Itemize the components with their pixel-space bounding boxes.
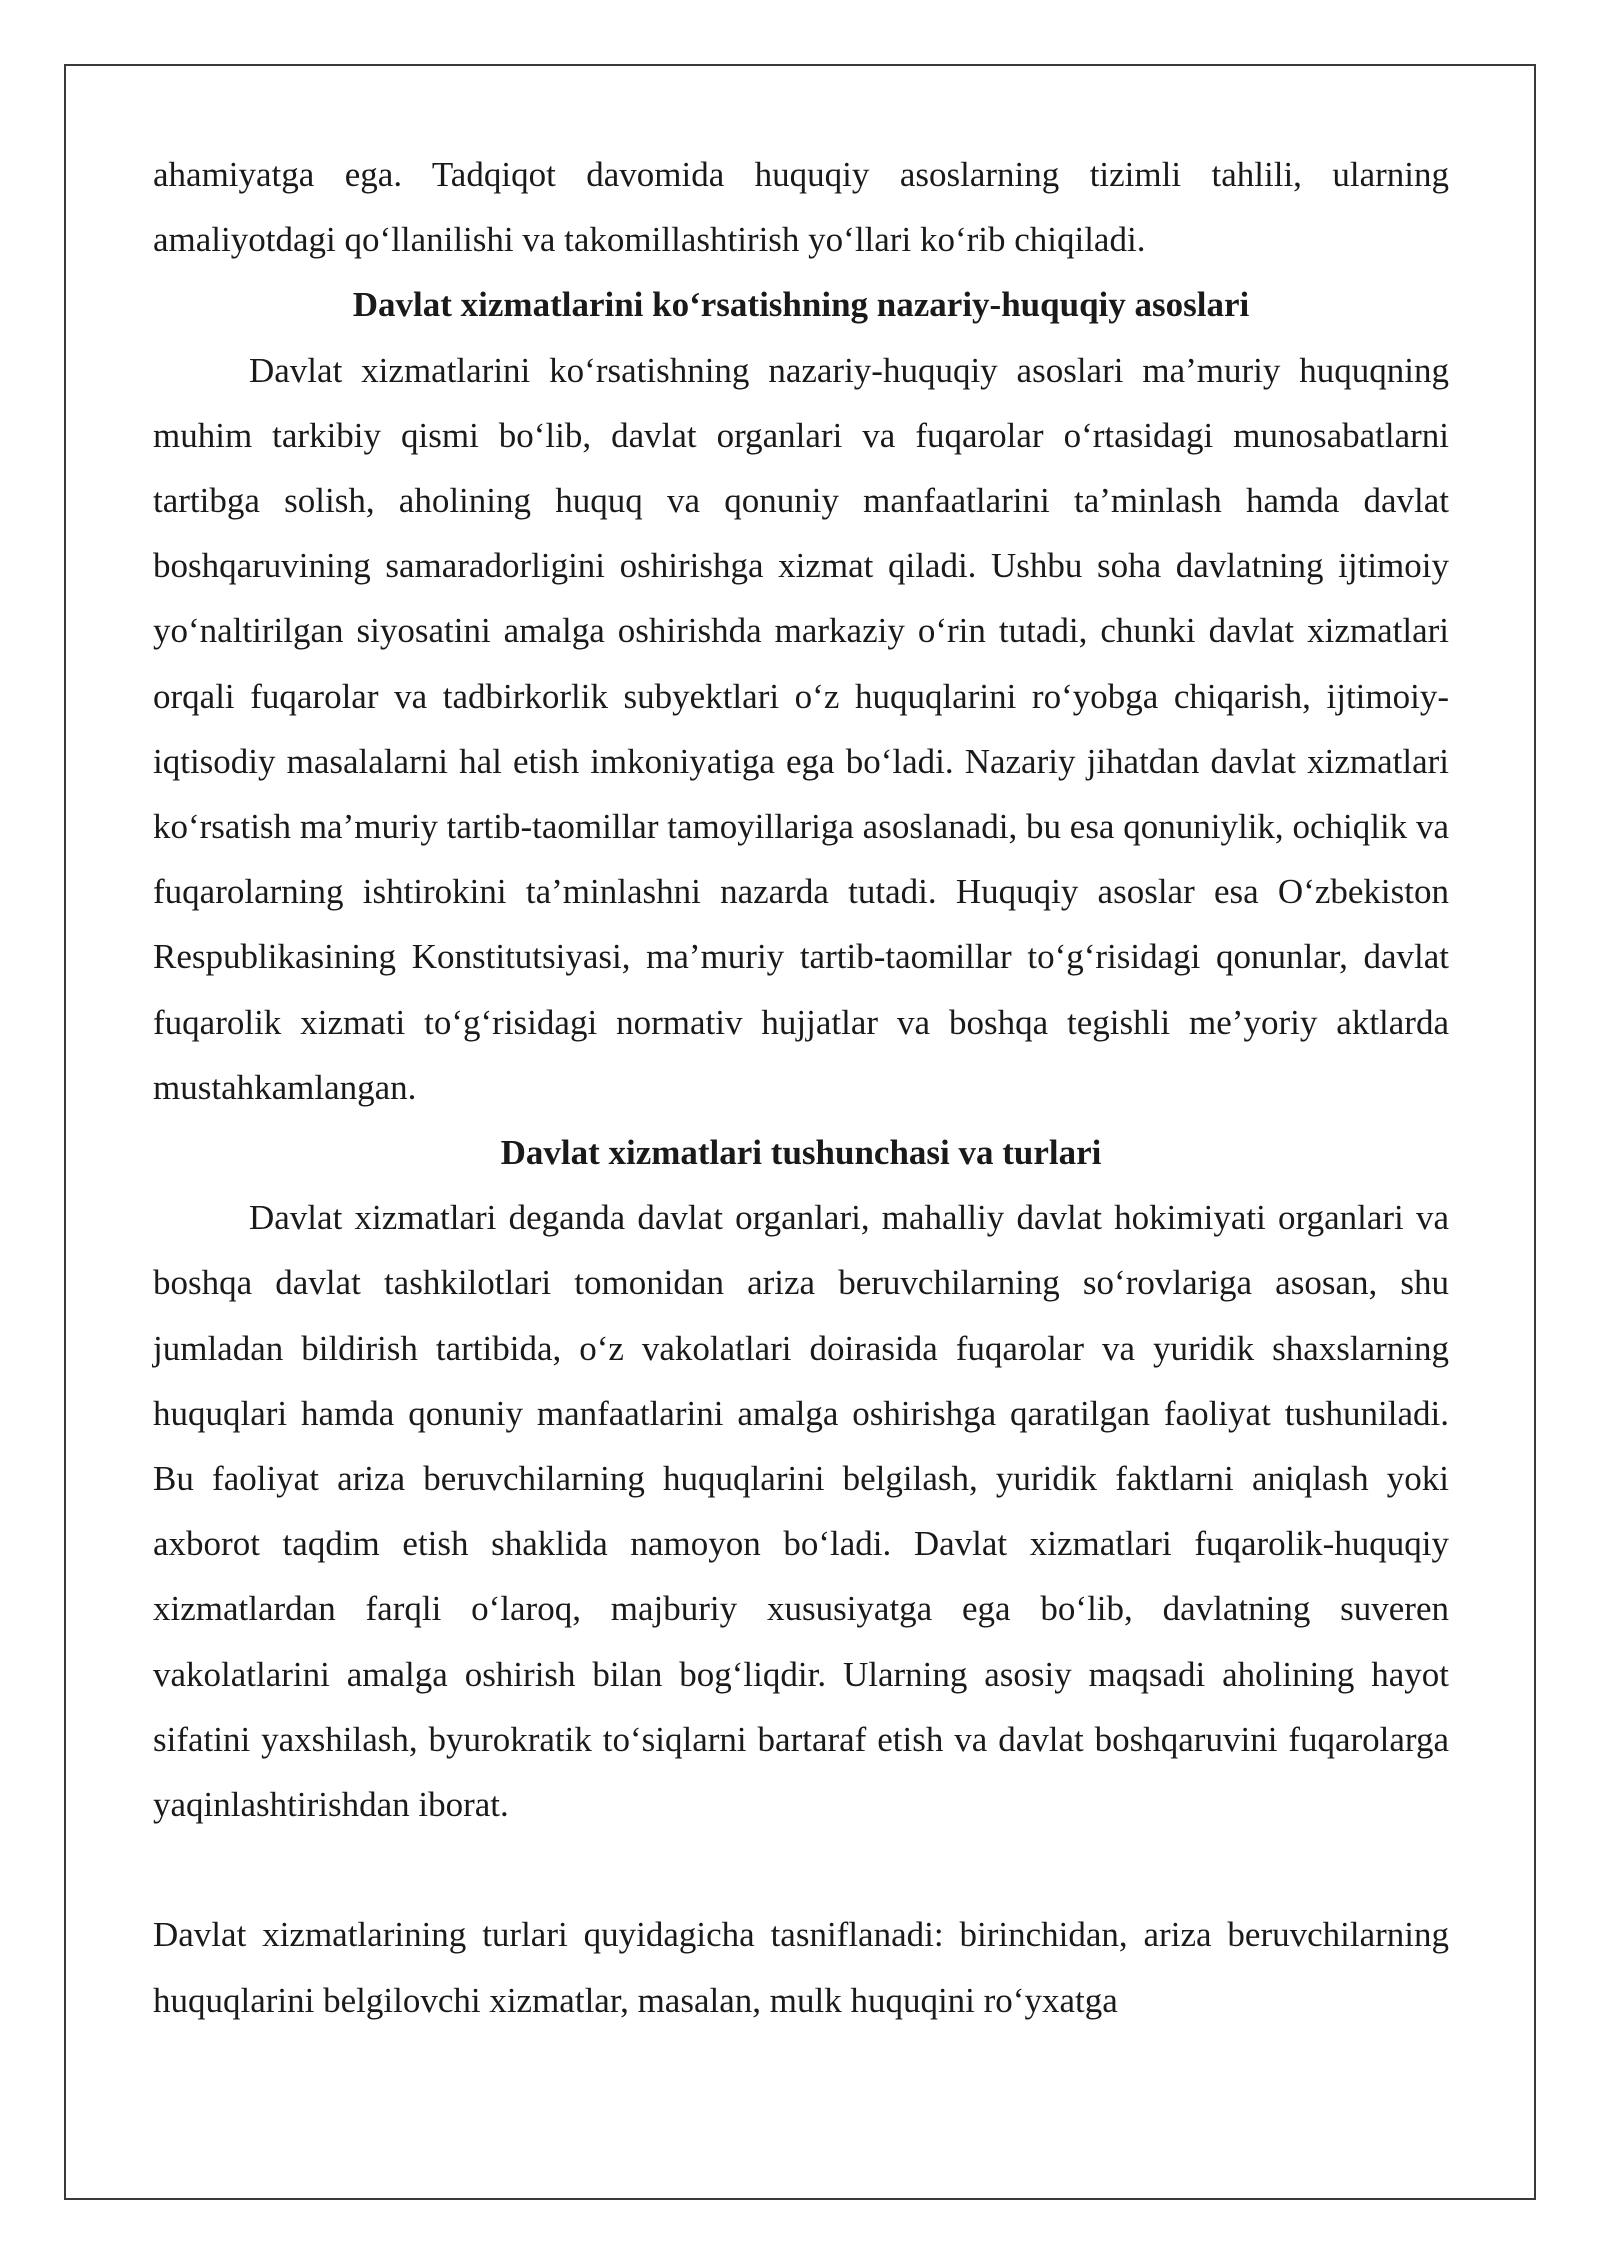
paragraph-theoretical-legal-foundations: Davlat xizmatlarini ko‘rsatishning nazariy-huquqiy asoslari ma’muriy huquqning muhim tarkibiy qismi bo‘lib, davlat organlari va fuqarolar o‘rtasidagi munosabatlarni tartibga solish, aholining huquq va qonuniy manfaatlarini ta’minlash hamda davlat boshqaruvining samaradorligini oshirishga xizmat qiladi. Ushbu soha davlatning ijtimoiy yo‘naltirilgan siyosatini amalga oshirishda markaziy o‘rin tutadi, chunki davlat xizmatlari orqali fuqarolar va tadbirkorlik subyektlari o‘z huquqlarini ro‘yobga chiqarish, ijtimoiy-iqtisodiy masalalarni hal etish imkoniyatiga ega bo‘ladi. Nazariy jihatdan davlat xizmatlari ko‘rsatish ma’muriy tartib-taomillar tamoyillariga asoslanadi, bu esa qonuniylik, ochiqlik va fuqarolarning ishtirokini ta’minlashni nazarda tutadi. Huquqiy asoslar esa O‘zbekiston Respublikasining Konstitutsiyasi, ma’muriy tartib-taomillar to‘g‘risidagi qonunlar, davlat fuqarolik xizmati to‘g‘risidagi normativ hujjatlar va boshqa tegishli me’yoriy aktlarda mustahkamlangan. xyxy=(153,350,1449,1107)
section-heading-theoretical-legal-foundations: Davlat xizmatlarini ko‘rsatishning nazariy-huquqiy asoslari xyxy=(352,285,1250,325)
section-heading-concept-and-types: Davlat xizmatlari tushunchasi va turlari xyxy=(500,1133,1102,1173)
paragraph-gap xyxy=(153,1837,1449,1902)
paragraph-intro-continuation: ahamiyatga ega. Tadqiqot davomida huquqiy asoslarning tizimli tahlili, ularning amaliyotdagi qo‘llanilishi va takomillashtirish yo‘llari ko‘rib chiqiladi. xyxy=(153,155,1449,260)
document-body xyxy=(153,142,1449,2033)
paragraph-concept-of-public-services: Davlat xizmatlari deganda davlat organlari, mahalliy davlat hokimiyati organlari va boshqa davlat tashkilotlari tomonidan ariza beruvchilarning so‘rovlariga asosan, shu jumladan bildirish tartibida, o‘z vakolatlari doirasida fuqarolar va yuridik shaxslarning huquqlari hamda qonuniy manfaatlarini amalga oshirishga qaratilgan faoliyat tushuniladi. Bu faoliyat ariza beruvchilarning huquqlarini belgilash, yuridik faktlarni aniqlash yoki axborot taqdim etish shaklida namoyon bo‘ladi. Davlat xizmatlari fuqarolik-huquqiy xizmatlardan farqli o‘laroq, majburiy xususiyatga ega bo‘lib, davlatning suveren vakolatlarini amalga oshirish bilan bog‘liqdir. Ularning asosiy maqsadi aholining hayot sifatini yaxshilash, byurokratik to‘siqlarni bartaraf etish va davlat boshqaruvini fuqarolarga yaqinlashtirishdan iborat. xyxy=(153,1198,1449,1825)
paragraph-types-of-public-services: Davlat xizmatlarining turlari quyidagicha tasniflanadi: birinchidan, ariza beruvchilarning huquqlarini belgilovchi xizmatlar, masalan, mulk huquqini ro‘yxatga xyxy=(153,1915,1449,2020)
